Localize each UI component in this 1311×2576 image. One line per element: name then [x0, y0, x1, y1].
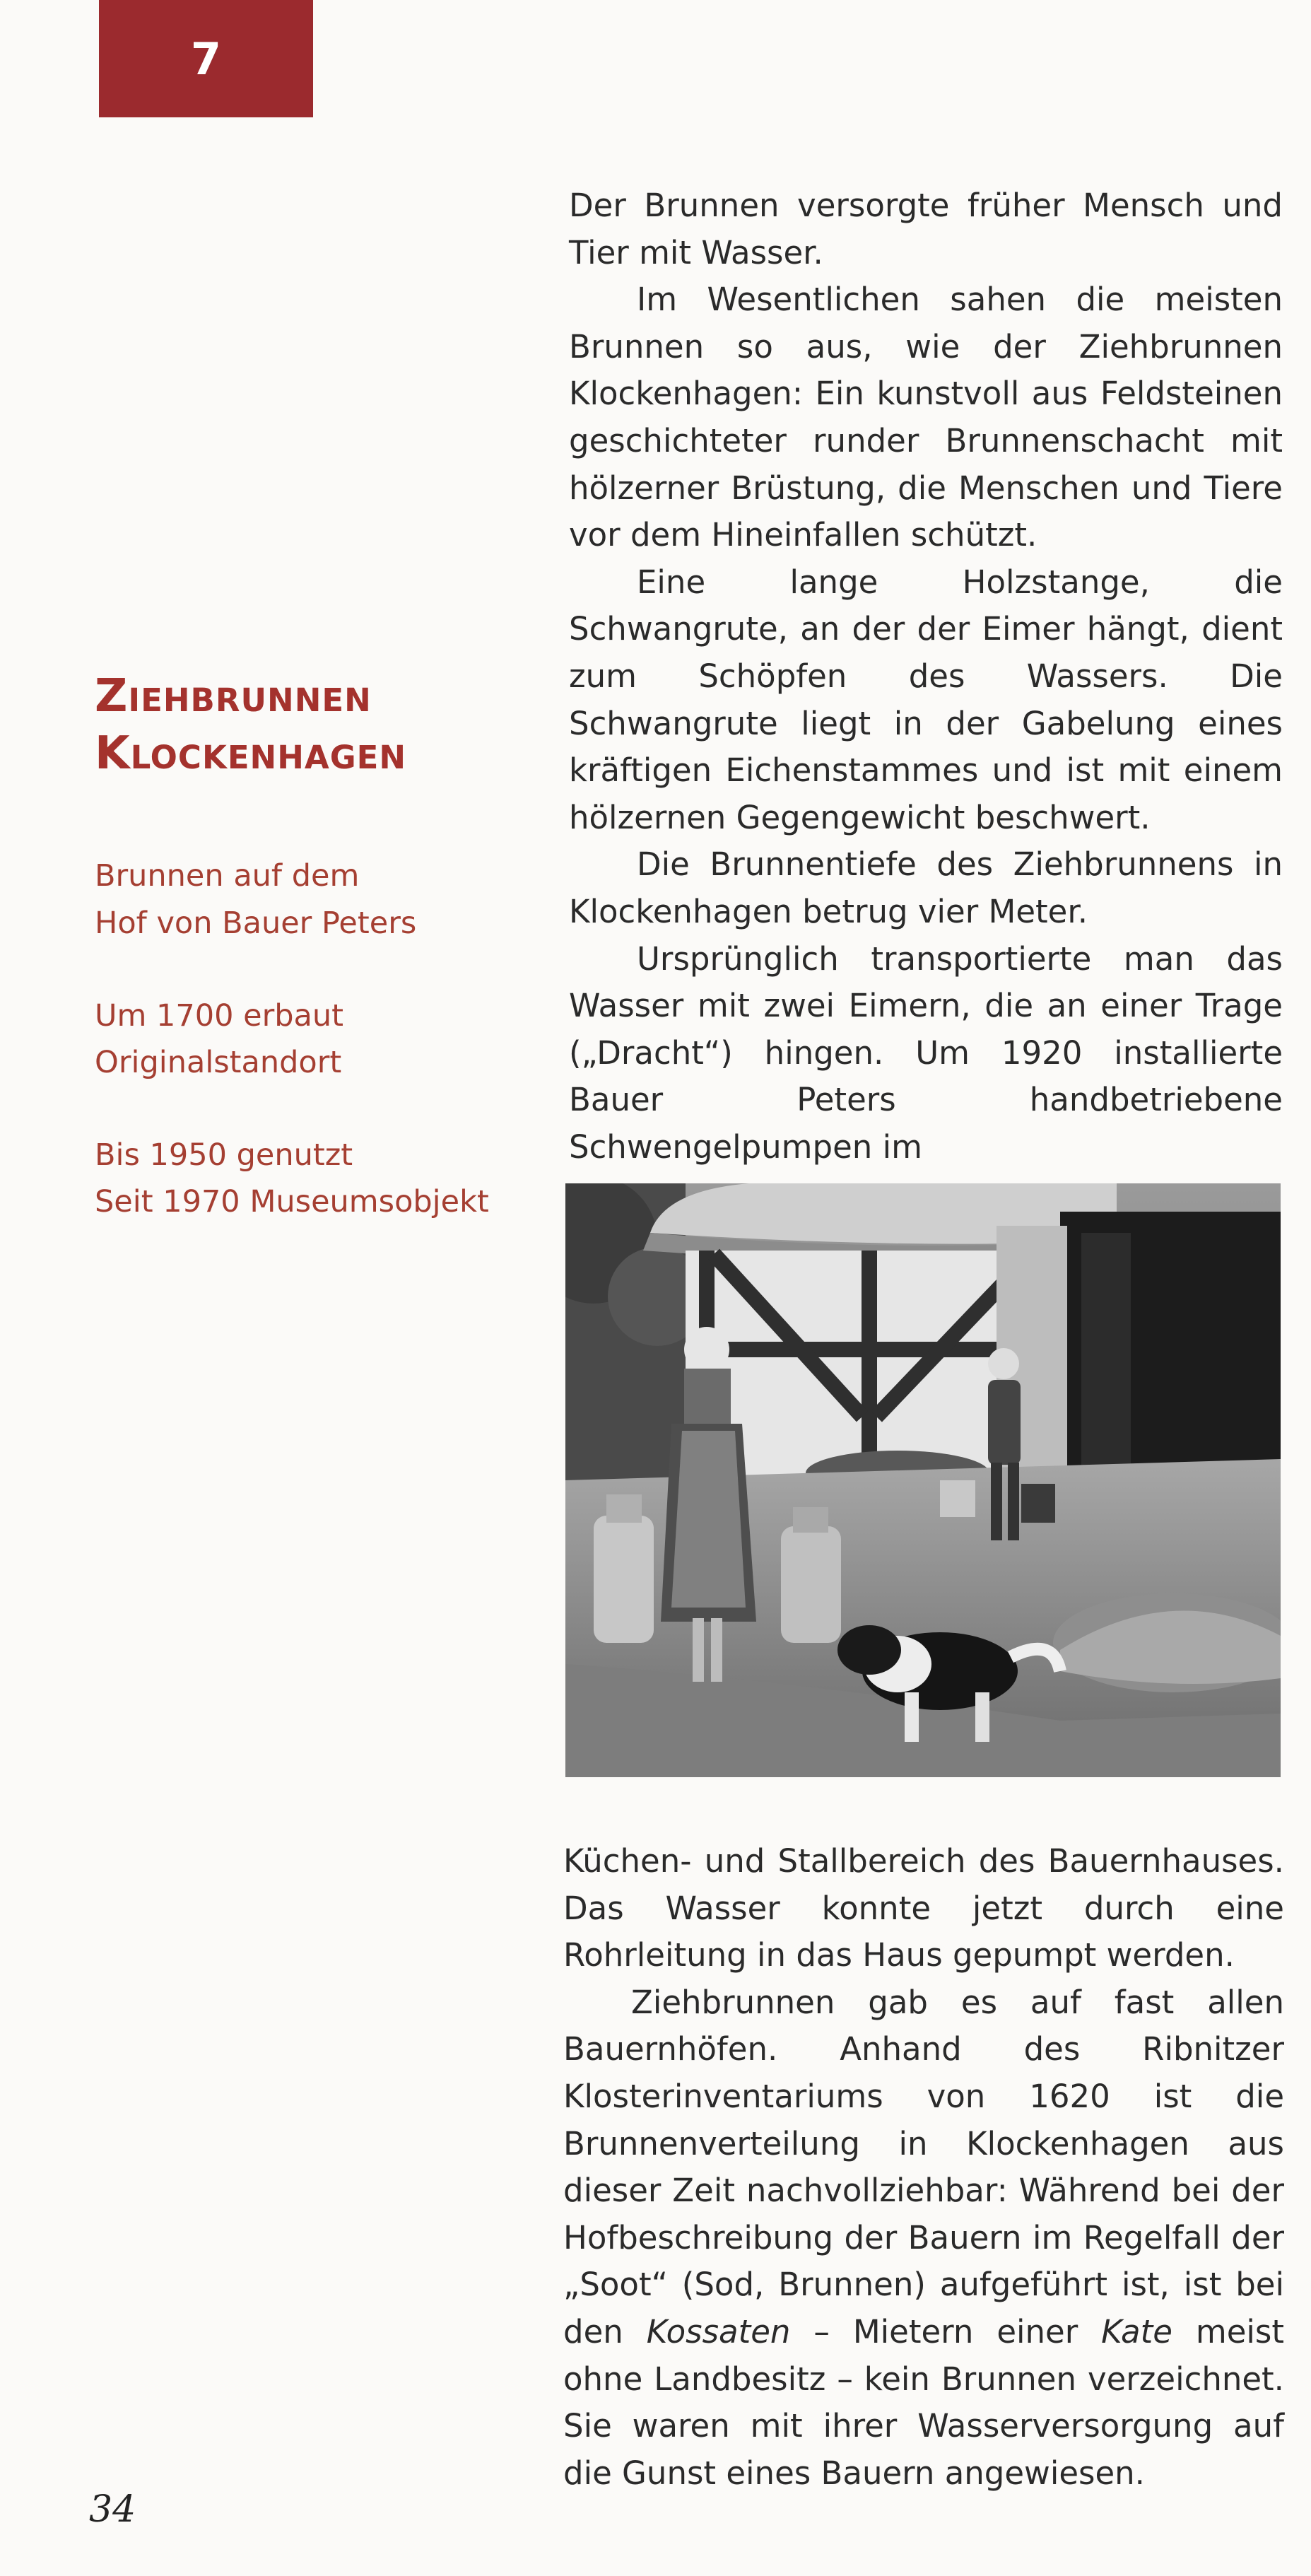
- body-text-top: [569, 182, 1283, 1171]
- fact-line: Hof von Bauer Peters: [95, 905, 417, 941]
- body-paragraph: Im Wesentlichen sahen die meisten Brunnen so aus, wie der Ziehbrunnen Klockenhagen: Ein kunstvoll aus Feldsteinen geschichteter runder Brunnenschacht mit hölzerner Brüstung, die Menschen und Tiere vor dem Hineinfallen schützt.: [569, 281, 1283, 554]
- body-paragraph: Ursprünglich transportierte man das Wasser mit zwei Eimern, die an einer Trage („Dracht“) hingen. Um 1920 installierte Bauer Peters handbetriebene Schwengelpumpen im: [569, 939, 1283, 1166]
- fact-line: Brunnen auf dem: [95, 858, 360, 894]
- fact-item: [95, 853, 490, 947]
- body-text-bottom: [563, 1838, 1284, 2497]
- emphasized-term: Kossaten: [646, 2312, 791, 2350]
- farm-photo: [565, 1183, 1281, 1777]
- title-line-2: Klockenhagen: [95, 727, 407, 780]
- text-run: – Mietern einer: [790, 2312, 1102, 2350]
- fact-line: Bis 1950 genutzt: [95, 1137, 353, 1173]
- fact-line: Um 1700 erbaut: [95, 997, 344, 1034]
- fact-item: [95, 1132, 490, 1226]
- body-paragraph: Die Brunnentiefe des Ziehbrunnens in Klockenhagen betrug vier Meter.: [569, 845, 1283, 930]
- title-line-1: Ziehbrunnen: [95, 670, 372, 722]
- sidebar: [95, 668, 490, 1271]
- chapter-number: 7: [190, 33, 222, 85]
- farm-photo-illustration: [565, 1183, 1281, 1777]
- fact-line: Seit 1970 Museumsobjekt: [95, 1184, 489, 1220]
- body-paragraph: [563, 1979, 1284, 2498]
- body-paragraph: Küchen- und Stallbereich des Bauernhauses. Das Wasser konnte jetzt durch eine Rohrleitung in das Haus gepumpt werden.: [563, 1842, 1284, 1974]
- chapter-number-badge: [99, 0, 313, 117]
- fact-line: Originalstandort: [95, 1045, 342, 1081]
- article-title: [95, 668, 490, 782]
- body-paragraph: Der Brunnen versorgte früher Mensch und Tier mit Wasser.: [569, 187, 1283, 271]
- text-run: meist ohne Landbesitz – kein Brunnen verzeichnet. Sie waren mit ihrer Wasserversorgung auf die Gunst eines Bauern angewiesen.: [563, 2312, 1285, 2492]
- page-number: 34: [89, 2488, 136, 2531]
- fact-list: [95, 853, 490, 1226]
- body-paragraph: Eine lange Holzstange, die Schwangrute, an der der Eimer hängt, dient zum Schöpfen des Wassers. Die Schwangrute liegt in der Gabelung eines kräftigen Eichenstammes und ist mit einem hölzernen Gegengewicht beschwert.: [569, 563, 1283, 836]
- emphasized-term: Kate: [1101, 2312, 1172, 2350]
- text-run: Ziehbrunnen gab es auf fast allen Bauernhöfen. Anhand des Ribnitzer Klosterinventariums von 1620 ist die Brunnenverteilung in Klockenhagen aus dieser Zeit nachvollziehbar: Während bei der Hofbeschreibung der Bauern im Regelfall der „Soot“ (Sod, Brunnen) aufgeführt ist, ist bei den: [563, 1983, 1284, 2350]
- fact-item: [95, 993, 490, 1087]
